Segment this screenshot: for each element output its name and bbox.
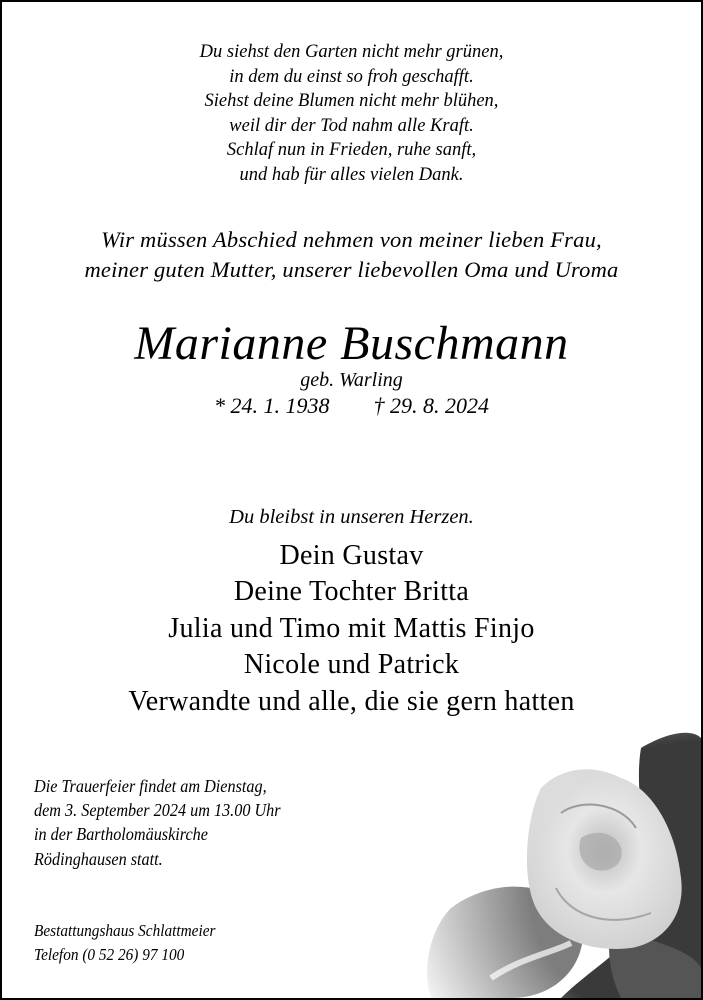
- family-member: Dein Gustav: [279, 540, 424, 571]
- service-line: dem 3. September 2024 um 13.00 Uhr: [34, 800, 281, 821]
- closing-line: Du bleibst in unseren Herzen.: [229, 506, 474, 528]
- family-member: Verwandte und alle, die sie gern hatten: [128, 685, 575, 717]
- poem: [2, 40, 701, 188]
- family-member: Deine Tochter Britta: [233, 576, 470, 608]
- birth-name: geb. Warling: [300, 369, 403, 391]
- death-date: † 29. 8. 2024: [373, 393, 489, 418]
- poem-line: und hab für alles vielen Dank.: [239, 164, 464, 185]
- deceased-name: Marianne Buschmann: [134, 317, 569, 370]
- service-line: Rödinghausen statt.: [34, 848, 163, 869]
- intro-line: Wir müssen Abschied nehmen von meiner lieben Frau,: [101, 227, 602, 252]
- family-member: Nicole und Patrick: [243, 649, 460, 681]
- family-member: Julia und Timo mit Mattis Finjo: [168, 612, 535, 644]
- intro-text: [2, 225, 701, 285]
- intro-line: meiner guten Mutter, unserer liebevollen Oma und Uroma: [84, 257, 619, 282]
- rose-image: [391, 728, 701, 998]
- funeral-home-phone: Telefon (0 52 26) 97 100: [34, 944, 185, 964]
- service-line: Die Trauerfeier findet am Dienstag,: [34, 776, 267, 796]
- poem-line: Du siehst den Garten nicht mehr grünen,: [199, 42, 504, 62]
- service-info: [34, 774, 281, 871]
- service-line: in der Bartholomäuskirche: [34, 824, 208, 845]
- funeral-home-name: Bestattungshaus Schlattmeier: [34, 921, 216, 940]
- birth-date: * 24. 1. 1938: [214, 393, 330, 418]
- poem-line: in dem du einst so froh geschafft.: [229, 66, 474, 87]
- life-dates: [2, 394, 701, 418]
- family-list: [2, 538, 701, 720]
- poem-line: Siehst deine Blumen nicht mehr blühen,: [204, 91, 499, 112]
- funeral-home-info: [34, 919, 215, 966]
- poem-line: Schlaf nun in Frieden, ruhe sanft,: [226, 140, 477, 161]
- poem-line: weil dir der Tod nahm alle Kraft.: [229, 115, 474, 136]
